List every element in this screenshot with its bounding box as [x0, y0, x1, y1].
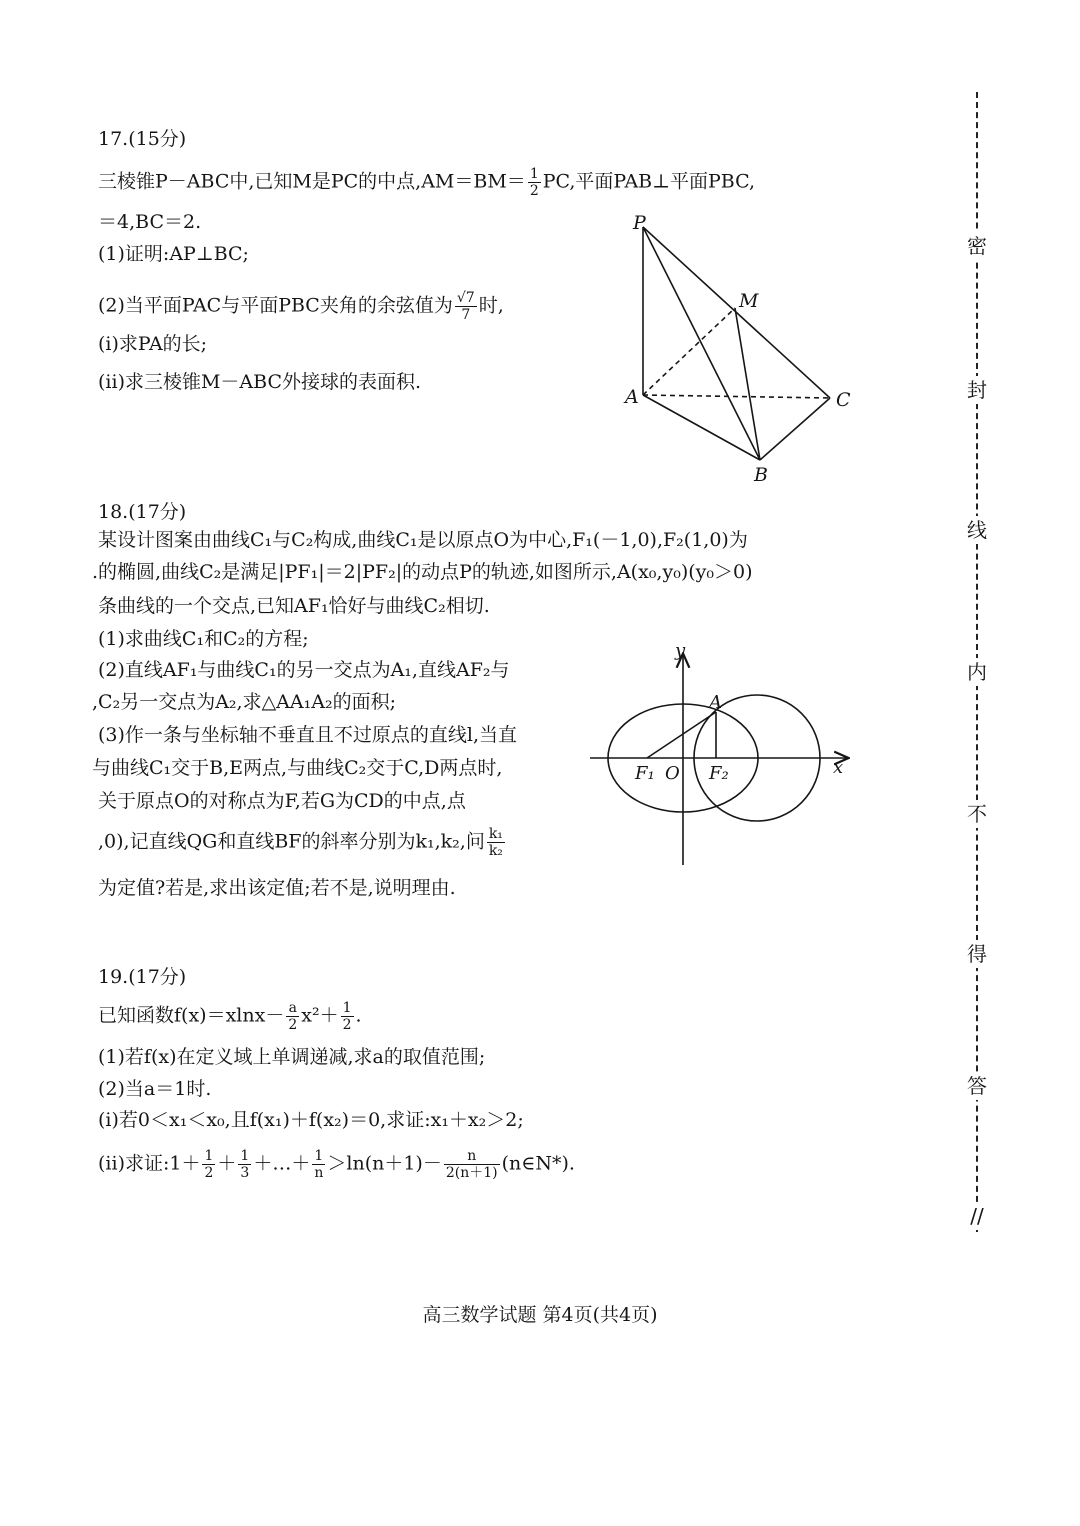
q17-line1-a: 三棱锥P－ABC中,已知M是PC的中点,AM＝BM＝	[98, 170, 526, 193]
q18-part3b: 与曲线C₁交于B,E两点,与曲线C₂交于C,D两点时,	[92, 757, 503, 779]
label-A-point: A	[709, 692, 722, 713]
q19-part2-ii-c: ＋…＋	[253, 1152, 311, 1175]
seal-char: 密	[967, 234, 987, 258]
q18-line2: .的椭圆,曲线C₂是满足|PF₁|＝2|PF₂|的动点P的轨迹,如图所示,A(x₀,y₀)(y₀＞0)	[92, 561, 753, 583]
seal-char: 内	[967, 660, 987, 684]
q17-part2-ii: (ii)求三棱锥M－ABC外接球的表面积.	[98, 371, 422, 393]
seal-char: 封	[967, 378, 987, 402]
q18-line3: 条曲线的一个交点,已知AF₁恰好与曲线C₂相切.	[98, 595, 490, 617]
q19-line1-c: .	[355, 1004, 362, 1027]
q19-frac-a2: $\frac{a}{2}$	[288, 1000, 298, 1033]
q19-frac-1-2: $\frac{1}{2}$	[204, 1148, 214, 1181]
label-F2: F₂	[709, 763, 729, 784]
q18-part1: (1)求曲线C₁和C₂的方程;	[98, 628, 309, 650]
label-y: y	[675, 640, 686, 661]
q18-part3c: 关于原点O的对称点为F,若G为CD的中点,点	[98, 790, 466, 812]
q17-pyramid-figure	[615, 205, 865, 490]
q17-frac-half: $\frac{1}{2}$	[529, 166, 539, 199]
q18-part3a: (3)作一条与坐标轴不垂直且不过原点的直线l,当直	[98, 724, 518, 746]
q19-part2-ii-b: ＋	[217, 1152, 237, 1175]
q18-part3e: 为定值?若是,求出该定值;若不是,说明理由.	[98, 877, 456, 899]
label-B: B	[754, 464, 768, 486]
line-AF1	[647, 712, 716, 758]
q17-part2-i: (i)求PA的长;	[98, 333, 208, 355]
edge-AC-hidden	[643, 395, 830, 398]
q19-part2-ii	[98, 1148, 575, 1181]
q19-frac-1-3: $\frac{1}{3}$	[240, 1148, 250, 1181]
q19-heading: 19.(17分)	[98, 966, 187, 988]
q17-part1: (1)证明:AP⊥BC;	[98, 243, 249, 265]
edge-BC	[760, 398, 830, 460]
q18-curves-figure	[585, 640, 855, 870]
label-P: P	[633, 212, 646, 234]
seal-char: 得	[967, 942, 987, 966]
q19-part2-ii-e: (n∈N*).	[501, 1152, 575, 1175]
q19-line1-a: 已知函数f(x)＝xlnx－	[98, 1004, 285, 1027]
edge-PB	[643, 227, 760, 460]
seal-line	[962, 92, 992, 1232]
q18-heading: 18.(17分)	[98, 501, 187, 523]
q19-part2-ii-a: (ii)求证:1＋	[98, 1152, 201, 1175]
q17-line1-b: PC,平面PAB⊥平面PBC,	[542, 170, 756, 193]
q19-frac-half: $\frac{1}{2}$	[342, 1000, 352, 1033]
q17-line2: ＝4,BC＝2.	[98, 211, 202, 233]
q17-heading: 17.(15分)	[98, 128, 187, 150]
label-x: x	[833, 757, 844, 778]
q18-part2b: ,C₂另一交点为A₂,求△AA₁A₂的面积;	[92, 691, 396, 713]
page-footer: 高三数学试题 第4页(共4页)	[422, 1304, 658, 1326]
q19-frac-1-n: $\frac{1}{n}$	[314, 1148, 324, 1181]
q19-part2: (2)当a＝1时.	[98, 1078, 212, 1100]
q18-part3d-text: ,0),记直线QG和直线BF的斜率分别为k₁,k₂,问	[98, 830, 485, 853]
q17-part2-a: (2)当平面PAC与平面PBC夹角的余弦值为	[98, 294, 453, 317]
label-M: M	[739, 290, 759, 312]
q19-line1-b: x²＋	[301, 1004, 339, 1027]
q17-part2-b: 时,	[478, 294, 504, 317]
label-O: O	[665, 763, 680, 784]
seal-char: 线	[967, 518, 987, 542]
q18-line1: 某设计图案由曲线C₁与C₂构成,曲线C₁是以原点O为中心,F₁(－1,0),F₂(1,0)为	[98, 529, 748, 551]
edge-AB	[643, 395, 760, 460]
label-A: A	[625, 386, 639, 408]
label-F1: F₁	[635, 763, 655, 784]
q17-part2	[98, 290, 504, 323]
q19-part1: (1)若f(x)在定义域上单调递减,求a的取值范围;	[98, 1046, 486, 1068]
q18-frac-k1k2: $\frac{\text{k₁}}{\text{k₂}}$	[488, 826, 503, 859]
q17-frac-root7: $\frac{√7}{7}$	[456, 290, 475, 323]
q18-part2a: (2)直线AF₁与曲线C₁的另一交点为A₁,直线AF₂与	[98, 659, 510, 681]
label-C: C	[836, 389, 851, 411]
q18-part3d	[98, 826, 507, 859]
seal-char: 答	[967, 1074, 987, 1098]
q19-part2-ii-d: ＞ln(n＋1)－	[327, 1152, 442, 1175]
q19-part2-i: (i)若0＜x₁＜x₀,且f(x₁)＋f(x₂)＝0,求证:x₁＋x₂＞2;	[98, 1109, 524, 1131]
seal-char: 不	[967, 802, 987, 826]
q17-line1	[98, 166, 755, 199]
q19-frac-n-over: $\frac{n}{2(n+1)}$	[445, 1148, 498, 1181]
seal-char: //	[965, 1202, 989, 1230]
q19-line1	[98, 1000, 362, 1033]
